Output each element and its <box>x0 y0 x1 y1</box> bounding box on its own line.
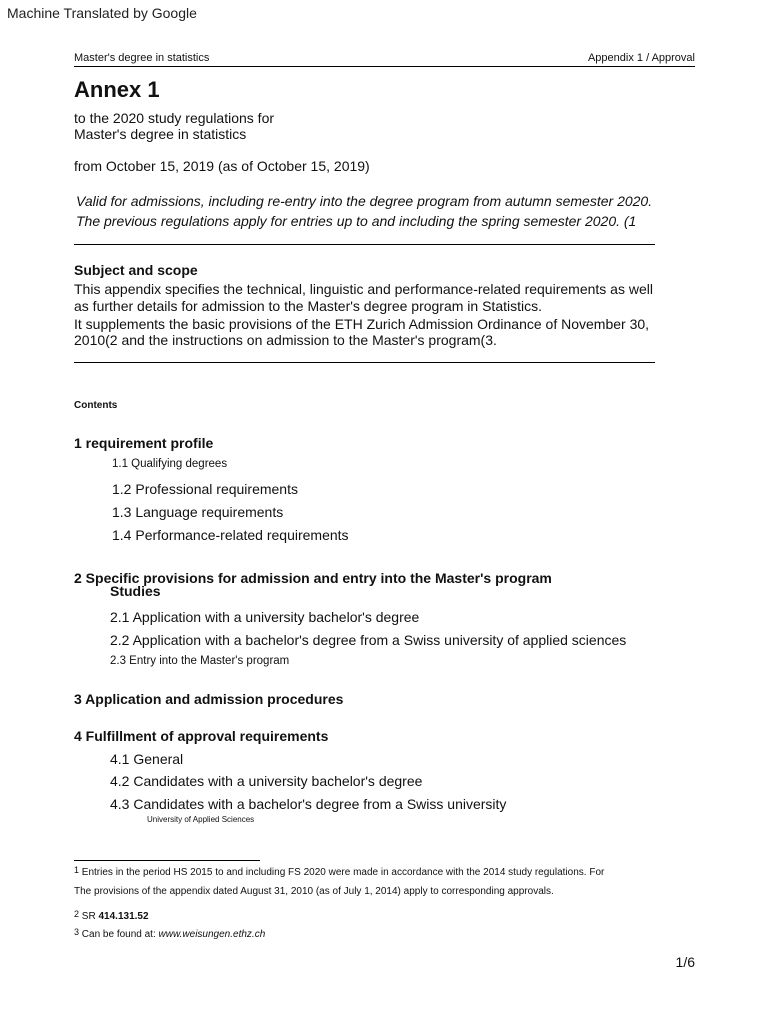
footnote-3-marker: 3 <box>74 927 80 937</box>
footnote-1 <box>74 867 604 878</box>
toc-item-2-2: 2.2 Application with a bachelor's degree from a Swiss university of applied sciences <box>110 632 627 648</box>
footnote-3-link[interactable]: www.weisungen.ethz.ch <box>158 929 266 940</box>
validity-line-1: Valid for admissions, including re-entry into the degree program from autumn semester 2020. <box>76 193 653 209</box>
footnote-1-line-2: The provisions of the appendix dated August 31, 2010 (as of July 1, 2014) apply to corresponding approvals. <box>74 886 554 897</box>
footnote-3-prefix: Can be found at: <box>81 929 156 940</box>
footnote-2-number: 414.131.52 <box>98 911 149 922</box>
toc-item-4-1: 4.1 General <box>110 751 184 767</box>
subtitle-line-1: to the 2020 study regulations for <box>74 110 275 126</box>
toc-item-4-2: 4.2 Candidates with a university bachelor's degree <box>110 773 423 789</box>
page-number: 1/6 <box>675 954 695 970</box>
toc-section-4: 4 Fulfillment of approval requirements <box>74 728 329 744</box>
toc-section-2-continued: Studies <box>110 583 161 599</box>
toc-item-2-1: 2.1 Application with a university bachelor's degree <box>110 609 420 625</box>
running-header-right: Appendix 1 / Approval <box>587 52 695 64</box>
section-divider <box>74 244 655 245</box>
subject-heading: Subject and scope <box>74 262 198 278</box>
date-line: from October 15, 2019 (as of October 15, 2019) <box>74 158 370 174</box>
footnote-2-marker: 2 <box>74 909 80 919</box>
toc-section-3: 3 Application and admission procedures <box>74 691 344 707</box>
toc-item-1-3: 1.3 Language requirements <box>112 504 284 520</box>
header-rule <box>74 66 695 67</box>
footnote-rule <box>74 860 260 861</box>
toc-item-4-3: 4.3 Candidates with a bachelor's degree from a Swiss university <box>110 796 507 812</box>
contents-label: Contents <box>74 400 118 411</box>
document-title: Annex 1 <box>74 77 160 102</box>
toc-item-1-4: 1.4 Performance-related requirements <box>112 527 349 543</box>
footnote-1-line-1: Entries in the period HS 2015 to and including FS 2020 were made in accordance with the 2014 study regulations. For <box>81 867 605 878</box>
footnote-1-marker: 1 <box>74 865 80 875</box>
toc-section-2: 2 Specific provisions for admission and entry into the Master's program <box>74 570 552 586</box>
subject-line-2: as further details for admission to the Master's degree program in Statistics. <box>74 298 542 314</box>
subject-line-1: This appendix specifies the technical, linguistic and performance-related requirements as well <box>74 281 653 297</box>
footnote-3 <box>74 929 265 940</box>
validity-line-2: The previous regulations apply for entries up to and including the spring semester 2020. (1 <box>76 213 637 229</box>
running-header-left: Master's degree in statistics <box>74 52 210 64</box>
toc-item-2-3: 2.3 Entry into the Master's program <box>110 655 290 667</box>
machine-translation-banner: Machine Translated by Google <box>7 5 197 21</box>
toc-item-1-1: 1.1 Qualifying degrees <box>112 458 228 470</box>
toc-item-4-3-continued: University of Applied Sciences <box>147 815 255 824</box>
footnote-2-prefix: SR <box>81 911 96 922</box>
subject-line-3: It supplements the basic provisions of the ETH Zurich Admission Ordinance of November 30, <box>74 316 650 332</box>
subtitle-line-2: Master's degree in statistics <box>74 126 247 142</box>
toc-section-1: 1 requirement profile <box>74 435 214 451</box>
subject-line-4: 2010(2 and the instructions on admission to the Master's program(3. <box>74 332 497 348</box>
section-divider <box>74 362 655 363</box>
toc-item-1-2: 1.2 Professional requirements <box>112 481 298 497</box>
footnote-2 <box>74 911 149 922</box>
